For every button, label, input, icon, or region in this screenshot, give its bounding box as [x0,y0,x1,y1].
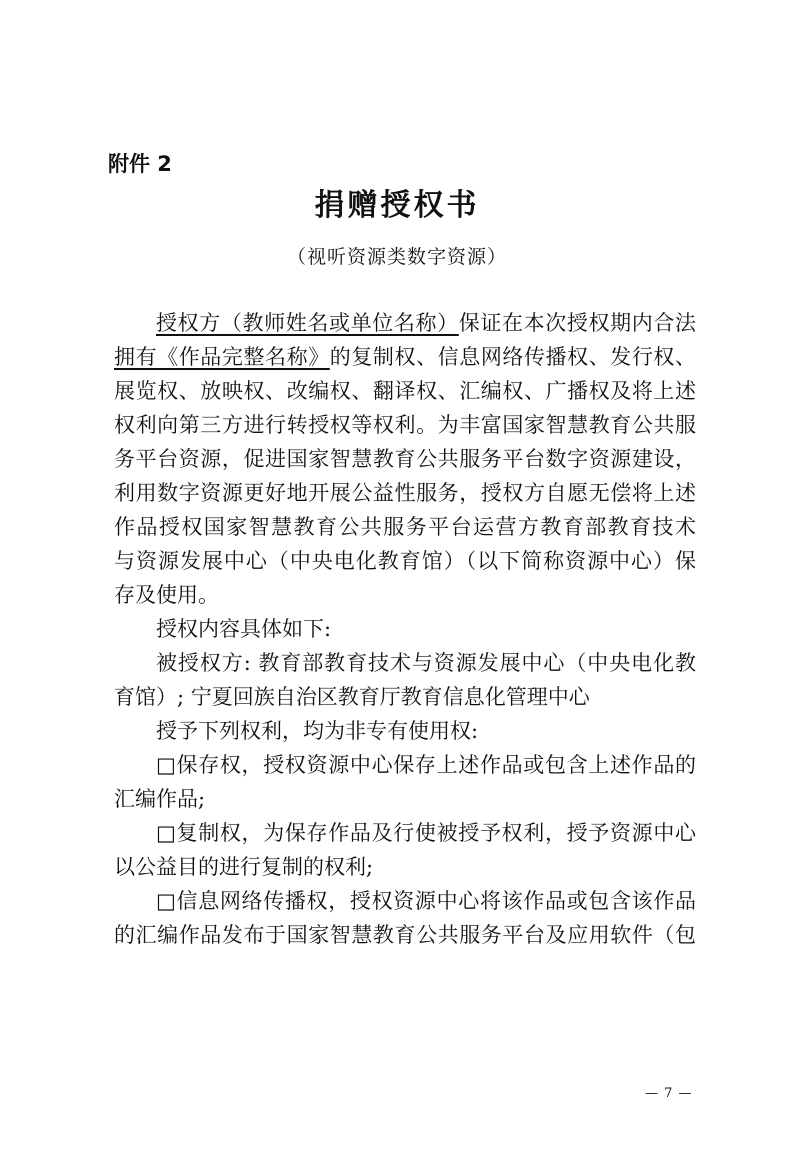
text-line: 存及使用。 [114,583,219,607]
text-line: 的汇编作品发布于国家智慧教育公共服务平台及应用软件（包 [114,923,696,947]
page-subtitle: （视听资源类数字资源） [286,246,507,268]
text-line [114,306,696,340]
document-body [114,306,696,952]
text-line: 作品授权国家智慧教育公共服务平台运营方教育部教育技术 [114,515,696,539]
text-line: 权利向第三方进行转授权等权利。为丰富国家智慧教育公共服 [114,413,696,437]
paragraph-network-right [114,884,696,952]
text-line: 汇编作品; [114,787,206,811]
grantor-name-placeholder: 授权方（教师姓名或单位名称） [156,311,459,335]
page-title: 捐赠授权书 [314,188,480,223]
text-line: 展览权、放映权、改编权、翻译权、汇编权、广播权及将上述 [114,379,696,403]
text-line: 务平台资源，促进国家智慧教育公共服务平台数字资源建设， [114,447,696,471]
paragraph-grantee [114,646,696,714]
page-number: — 7 — [645,1086,693,1101]
paragraph-preservation-right [114,748,696,816]
checkbox-line: □信息网络传播权，授权资源中心将该作品或包含该作品 [156,889,696,913]
paragraph-rights-granted: 授予下列权利，均为非专有使用权: [156,719,479,743]
paragraph-authorization-content: 授权内容具体如下: [156,617,332,641]
paragraph-grantor-statement [114,306,696,612]
text-line: 育馆）; 宁夏回族自治区教育厅教育信息化管理中心 [114,685,590,709]
work-title-placeholder: 拥有《作品完整名称》 [114,345,330,369]
checkbox-line: □复制权，为保存作品及行使被授予权利，授予资源中心 [156,821,696,845]
text-line: 与资源发展中心（中央电化教育馆）（以下简称资源中心）保 [114,549,696,573]
text-line [114,340,696,374]
checkbox-line: □保存权，授权资源中心保存上述作品或包含上述作品的 [156,753,696,777]
attachment-label: 附件 2 [108,152,172,176]
text-line: 被授权方: 教育部教育技术与资源发展中心（中央电化教 [156,651,696,675]
text-span: 的复制权、信息网络传播权、发行权、 [329,345,696,369]
text-line: 以公益目的进行复制的权利; [114,855,374,879]
text-line: 利用数字资源更好地开展公益性服务，授权方自愿无偿将上述 [114,481,696,505]
paragraph-reproduction-right [114,816,696,884]
text-span: 保证在本次授权期内合法 [458,311,696,335]
